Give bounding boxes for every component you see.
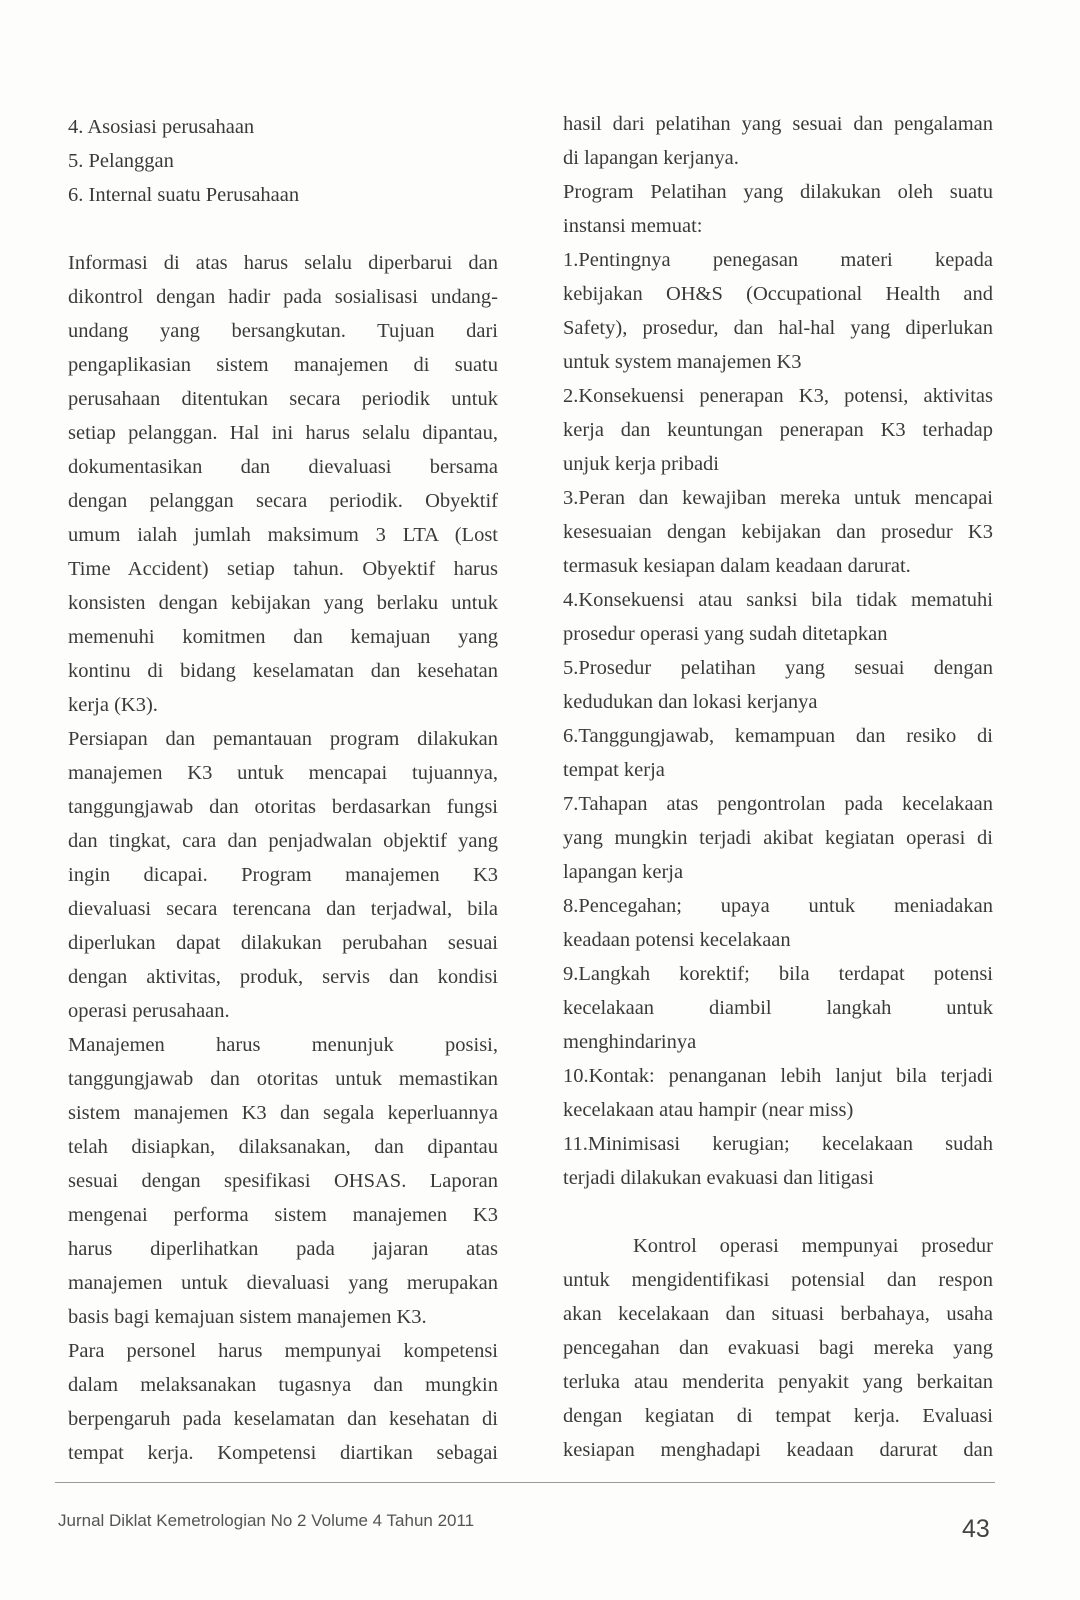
text-line: diperlukan dapat dilakukan perubahan sesuai bbox=[68, 932, 498, 954]
paragraph bbox=[68, 110, 498, 144]
paragraph bbox=[68, 144, 498, 178]
text-line: kerja (K3). bbox=[68, 694, 158, 716]
paragraph bbox=[563, 719, 993, 787]
text-line: setiap pelanggan. Hal ini harus selalu dipantau, bbox=[68, 422, 498, 444]
text-line: terjadi dilakukan evakuasi dan litigasi bbox=[563, 1167, 874, 1189]
text-line: dan tingkat, cara dan penjadwalan objektif yang bbox=[68, 830, 498, 852]
text-line: operasi perusahaan. bbox=[68, 1000, 230, 1022]
paragraph bbox=[563, 651, 993, 719]
text-line: dengan aktivitas, produk, servis dan kondisi bbox=[68, 966, 498, 988]
text-line: ingin dicapai. Program manajemen K3 bbox=[68, 864, 498, 886]
text-line: Persiapan dan pemantauan program dilakukan bbox=[68, 728, 498, 750]
paragraph-gap bbox=[563, 1195, 993, 1229]
text-line: Safety), prosedur, dan hal-hal yang diperlukan bbox=[563, 317, 993, 339]
text-line: tempat kerja bbox=[563, 759, 665, 781]
text-line: akan kecelakaan dan situasi berbahaya, usaha bbox=[563, 1303, 993, 1325]
paragraph bbox=[563, 1127, 993, 1195]
text-line: sesuai dengan spesifikasi OHSAS. Laporan bbox=[68, 1170, 498, 1192]
text-line: termasuk kesiapan dalam keadaan darurat. bbox=[563, 555, 911, 577]
text-line: untuk system manajemen K3 bbox=[563, 351, 802, 373]
text-line: manajemen K3 untuk mencapai tujuannya, bbox=[68, 762, 498, 784]
text-line: 2.Konsekuensi penerapan K3, potensi, aktivitas bbox=[563, 385, 993, 407]
text-line: 3.Peran dan kewajiban mereka untuk mencapai bbox=[563, 487, 993, 509]
paragraph bbox=[68, 1028, 498, 1334]
paragraph bbox=[563, 175, 993, 243]
paragraph bbox=[563, 107, 993, 175]
paragraph bbox=[68, 178, 498, 212]
paragraph bbox=[563, 379, 993, 481]
text-line: Time Accident) setiap tahun. Obyektif harus bbox=[68, 558, 498, 580]
text-line: tempat kerja. Kompetensi diartikan sebagai bbox=[68, 1442, 498, 1464]
text-line: dengan pelanggan secara periodik. Obyektif bbox=[68, 490, 498, 512]
text-line: tanggungjawab dan otoritas untuk memastikan bbox=[68, 1068, 498, 1090]
text-line: kecelakaan diambil langkah untuk bbox=[563, 997, 993, 1019]
paragraph bbox=[563, 481, 993, 583]
left-column bbox=[68, 110, 498, 1470]
text-line: harus diperlihatkan pada jajaran atas bbox=[68, 1238, 498, 1260]
text-line: dikontrol dengan hadir pada sosialisasi undang- bbox=[68, 286, 498, 308]
text-line: basis bagi kemajuan sistem manajemen K3. bbox=[68, 1306, 427, 1328]
paragraph-gap bbox=[68, 212, 498, 246]
paragraph bbox=[68, 1334, 498, 1470]
text-line: tanggungjawab dan otoritas berdasarkan fungsi bbox=[68, 796, 498, 818]
text-line: 9.Langkah korektif; bila terdapat potensi bbox=[563, 963, 993, 985]
text-line: kontinu di bidang keselamatan dan kesehatan bbox=[68, 660, 498, 682]
text-line: sistem manajemen K3 dan segala keperluannya bbox=[68, 1102, 498, 1124]
paragraph bbox=[563, 583, 993, 651]
text-line: instansi memuat: bbox=[563, 215, 703, 237]
paragraph bbox=[68, 722, 498, 1028]
text-line: pengaplikasian sistem manajemen di suatu bbox=[68, 354, 498, 376]
text-line: kerja dan keuntungan penerapan K3 terhadap bbox=[563, 419, 993, 441]
text-line: 11.Minimisasi kerugian; kecelakaan sudah bbox=[563, 1133, 993, 1155]
paragraph bbox=[563, 957, 993, 1059]
text-line: undang yang bersangkutan. Tujuan dari bbox=[68, 320, 498, 342]
text-line: manajemen untuk dievaluasi yang merupakan bbox=[68, 1272, 498, 1294]
paragraph bbox=[563, 889, 993, 957]
text-line: keadaan potensi kecelakaan bbox=[563, 929, 791, 951]
text-line: 4.Konsekuensi atau sanksi bila tidak mematuhi bbox=[563, 589, 993, 611]
text-line: di lapangan kerjanya. bbox=[563, 147, 739, 169]
text-line: Manajemen harus menunjuk posisi, bbox=[68, 1034, 498, 1056]
text-line: dalam melaksanakan tugasnya dan mungkin bbox=[68, 1374, 498, 1396]
text-line: Kontrol operasi mempunyai prosedur bbox=[633, 1235, 993, 1257]
text-line: terluka atau menderita penyakit yang berkaitan bbox=[563, 1371, 993, 1393]
right-column bbox=[563, 107, 993, 1467]
paragraph bbox=[563, 1229, 993, 1467]
paragraph bbox=[563, 1059, 993, 1127]
footer-divider bbox=[55, 1482, 995, 1483]
text-line: kedudukan dan lokasi kerjanya bbox=[563, 691, 818, 713]
text-line: kesiapan menghadapi keadaan darurat dan bbox=[563, 1439, 993, 1461]
text-line: Para personel harus mempunyai kompetensi bbox=[68, 1340, 498, 1362]
text-line: lapangan kerja bbox=[563, 861, 684, 883]
text-line: untuk mengidentifikasi potensial dan respon bbox=[563, 1269, 993, 1291]
text-line: Informasi di atas harus selalu diperbarui dan bbox=[68, 252, 498, 274]
text-line: berpengaruh pada keselamatan dan kesehatan di bbox=[68, 1408, 498, 1430]
text-line: konsisten dengan kebijakan yang berlaku untuk bbox=[68, 592, 498, 614]
text-line: dengan kegiatan di tempat kerja. Evaluasi bbox=[563, 1405, 993, 1427]
text-line: kesesuaian dengan kebijakan dan prosedur K3 bbox=[563, 521, 993, 543]
text-line: pencegahan dan evakuasi bagi mereka yang bbox=[563, 1337, 993, 1359]
text-line: yang mungkin terjadi akibat kegiatan operasi di bbox=[563, 827, 993, 849]
journal-footer: Jurnal Diklat Kemetrologian No 2 Volume 4 Tahun 2011 bbox=[58, 1511, 475, 1530]
text-line: 6.Tanggungjawab, kemampuan dan resiko di bbox=[563, 725, 993, 747]
text-line: memenuhi komitmen dan kemajuan yang bbox=[68, 626, 498, 648]
paragraph bbox=[563, 787, 993, 889]
text-line: 8.Pencegahan; upaya untuk meniadakan bbox=[563, 895, 993, 917]
text-line: 1.Pentingnya penegasan materi kepada bbox=[563, 249, 993, 271]
text-line: perusahaan ditentukan secara periodik untuk bbox=[68, 388, 498, 410]
text-line: Program Pelatihan yang dilakukan oleh suatu bbox=[563, 181, 993, 203]
text-line: prosedur operasi yang sudah ditetapkan bbox=[563, 623, 888, 645]
paragraph bbox=[68, 246, 498, 722]
paragraph bbox=[563, 243, 993, 379]
text-line: hasil dari pelatihan yang sesuai dan pengalaman bbox=[563, 113, 993, 135]
text-line: 5. Pelanggan bbox=[68, 150, 174, 172]
text-line: dokumentasikan dan dievaluasi bersama bbox=[68, 456, 498, 478]
text-line: 10.Kontak: penanganan lebih lanjut bila terjadi bbox=[563, 1065, 993, 1087]
text-line: kebijakan OH&S (Occupational Health and bbox=[563, 283, 993, 305]
page-number: 43 bbox=[962, 1515, 990, 1543]
text-line: kecelakaan atau hampir (near miss) bbox=[563, 1099, 854, 1121]
text-line: 7.Tahapan atas pengontrolan pada kecelakaan bbox=[563, 793, 993, 815]
text-line: 5.Prosedur pelatihan yang sesuai dengan bbox=[563, 657, 993, 679]
text-line: telah disiapkan, dilaksanakan, dan dipantau bbox=[68, 1136, 498, 1158]
text-line: unjuk kerja pribadi bbox=[563, 453, 719, 475]
text-line: 6. Internal suatu Perusahaan bbox=[68, 184, 300, 206]
text-line: menghindarinya bbox=[563, 1031, 697, 1053]
text-line: umum ialah jumlah maksimum 3 LTA (Lost bbox=[68, 524, 498, 546]
text-line: mengenai performa sistem manajemen K3 bbox=[68, 1204, 498, 1226]
text-line: 4. Asosiasi perusahaan bbox=[68, 116, 255, 138]
text-line: dievaluasi secara terencana dan terjadwal, bila bbox=[68, 898, 498, 920]
